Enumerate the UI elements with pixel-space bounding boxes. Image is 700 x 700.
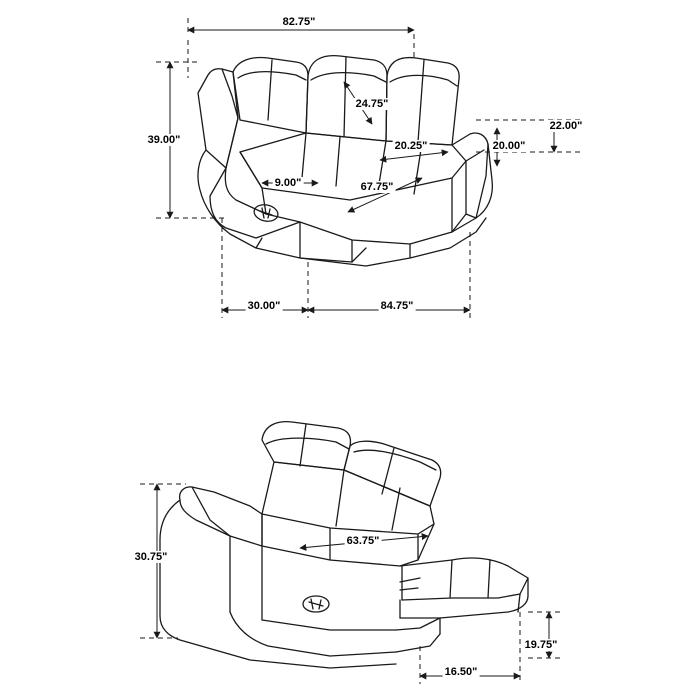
dim-label-seat-width: 67.75" bbox=[360, 181, 394, 193]
dim-label-height-reclined: 30.75" bbox=[134, 551, 168, 563]
dim-label-footrest-depth: 16.50" bbox=[444, 666, 478, 678]
dim-label-seat-back-height: 24.75" bbox=[355, 98, 389, 110]
dim-label-height-overall: 39.00" bbox=[147, 134, 181, 146]
dim-label-width-overall: 82.75" bbox=[282, 16, 316, 28]
dim-label-arm-width: 9.00" bbox=[274, 177, 302, 189]
dim-label-arm-height-right: 22.00" bbox=[549, 120, 583, 132]
dim-label-depth-extended: 84.75" bbox=[380, 300, 414, 312]
top-view-dimension-lines bbox=[156, 18, 580, 318]
dim-label-footrest-height: 19.75" bbox=[524, 639, 558, 651]
dim-label-seat-depth: 20.25" bbox=[394, 140, 428, 152]
recliner-view-dimension-lines bbox=[140, 484, 562, 684]
dim-label-seat-height: 20.00" bbox=[492, 140, 526, 152]
top-view-sofa-illustration bbox=[198, 56, 492, 266]
dim-label-depth-front: 30.00" bbox=[247, 300, 281, 312]
dim-label-seat-width-reclined: 63.75" bbox=[346, 535, 380, 547]
